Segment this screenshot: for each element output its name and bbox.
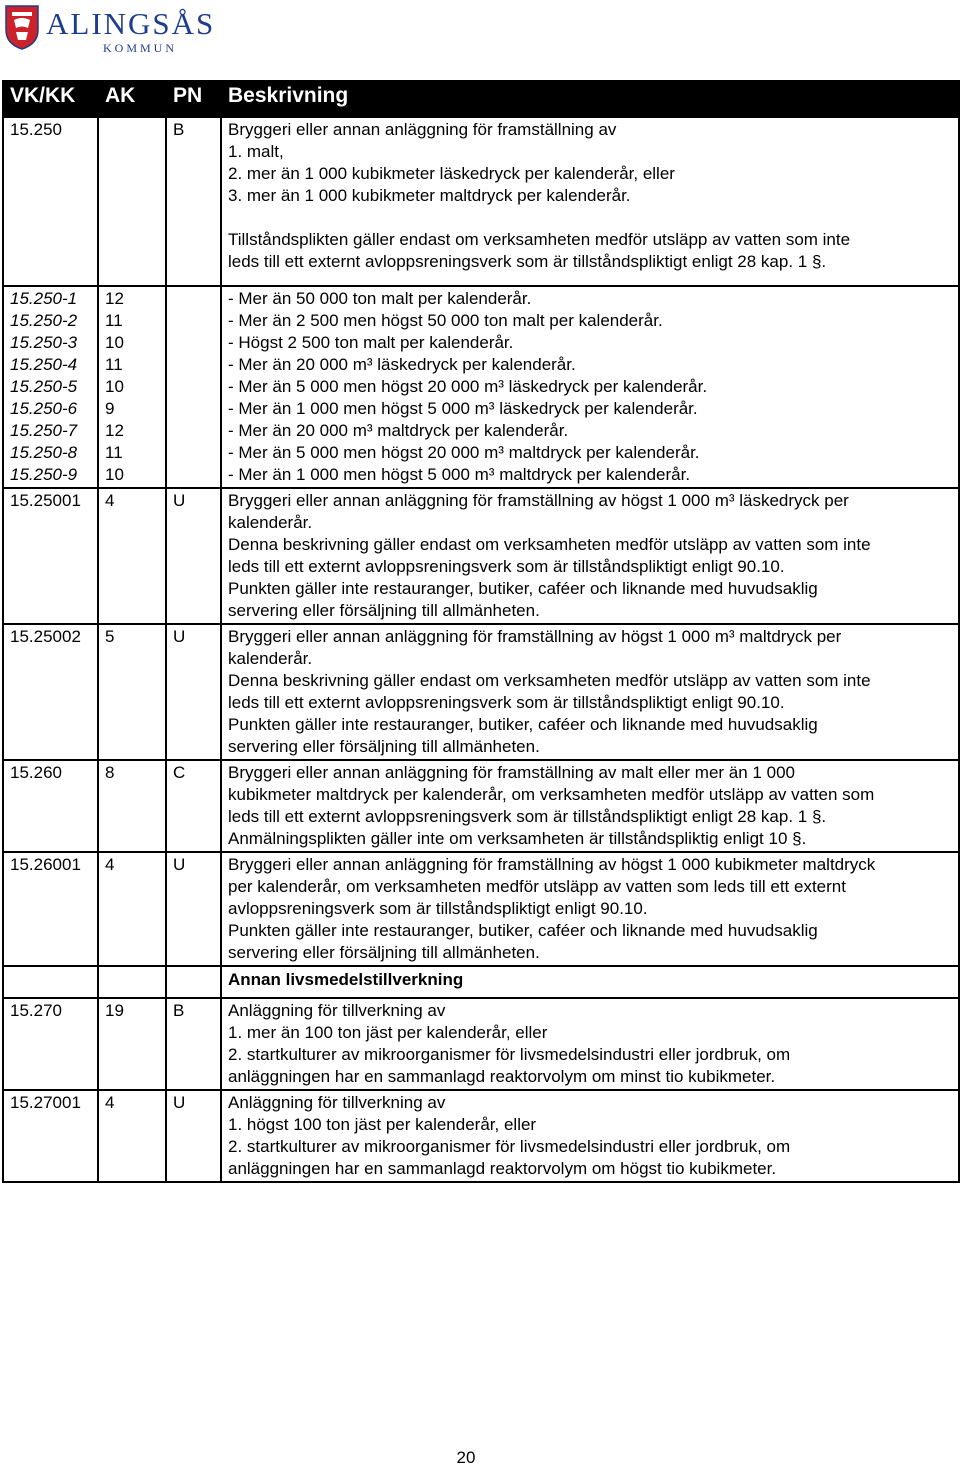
cell-description: Bryggeri eller annan anläggning för framställning av högst 1 000 m³ maltdryck per kalenderår. Denna beskrivning gäller endast om verksamheten medför utsläpp av vatten som inte leds till ett externt avloppsreningsverk som är tillståndspliktigt enligt 90.10. Punkten gäller inte restauranger, butiker, caféer och liknande med huvudsaklig servering eller försäljning till allmänheten. bbox=[221, 624, 959, 760]
page-number: 20 bbox=[456, 1448, 476, 1467]
table-row bbox=[3, 488, 959, 624]
table-header-row bbox=[3, 81, 959, 117]
table-row bbox=[3, 852, 959, 966]
cell-pn: U bbox=[166, 624, 221, 760]
table-row bbox=[3, 624, 959, 760]
alingsas-logo bbox=[4, 4, 244, 54]
cell-sub-pn bbox=[166, 286, 221, 488]
cell-ak bbox=[98, 117, 166, 286]
table-row bbox=[3, 760, 959, 852]
cell-ak: 4 bbox=[98, 1090, 166, 1182]
coat-of-arms-icon bbox=[4, 4, 40, 50]
cell-pn: U bbox=[166, 488, 221, 624]
header-ak: AK bbox=[98, 81, 166, 117]
cell-pn: B bbox=[166, 117, 221, 286]
cell-pn: U bbox=[166, 852, 221, 966]
logo-subtitle: KOMMUN bbox=[103, 41, 178, 55]
cell-description: Bryggeri eller annan anläggning för framställning av högst 1 000 m³ läskedryck per kalenderår. Denna beskrivning gäller endast om verksamheten medför utsläpp av vatten som inte leds till ett externt avloppsreningsverk som är tillståndspliktigt enligt 90.10. Punkten gäller inte restauranger, butiker, caféer och liknande med huvudsaklig servering eller försäljning till allmänheten. bbox=[221, 488, 959, 624]
cell-code: 15.25001 bbox=[3, 488, 98, 624]
table-row bbox=[3, 998, 959, 1090]
cell-pn: B bbox=[166, 998, 221, 1090]
logo-name: ALINGSÅS bbox=[46, 6, 216, 41]
cell-description: Anläggning för tillverkning av 1. högst 100 ton jäst per kalenderår, eller 2. startkulturer av mikroorganismer för livsmedelsindustri eller jordbruk, om anläggningen har en sammanlagd reaktorvolym om högst tio kubikmeter. bbox=[221, 1090, 959, 1182]
cell-ak: 4 bbox=[98, 488, 166, 624]
table-row-subcategories bbox=[3, 286, 959, 488]
cell-code: 15.250 bbox=[3, 117, 98, 286]
cell-subcodes: 15.250-1 15.250-2 15.250-3 15.250-4 15.250-5 15.250-6 15.250-7 15.250-8 15.250-9 bbox=[3, 286, 98, 488]
cell-pn: U bbox=[166, 1090, 221, 1182]
cell-ak: 19 bbox=[98, 998, 166, 1090]
cell-code: 15.25002 bbox=[3, 624, 98, 760]
cell-sub-ak: 12 11 10 11 10 9 12 11 10 bbox=[98, 286, 166, 488]
cell-description: Bryggeri eller annan anläggning för framställning av 1. malt, 2. mer än 1 000 kubikmeter läskedryck per kalenderår, eller 3. mer än 1 000 kubikmeter maltdryck per kalenderår. Tillståndsplikten gäller endast om verksamheten medför utsläpp av vatten som inte leds till ett externt avloppsreningsverk som är tillståndspliktigt enligt 28 kap. 1 §. bbox=[221, 117, 959, 286]
table-row bbox=[3, 117, 959, 286]
header-vk-kk: VK/KK bbox=[3, 81, 98, 117]
table-row-section bbox=[3, 966, 959, 998]
activity-table bbox=[2, 80, 960, 1183]
cell-description: Anläggning för tillverkning av 1. mer än 100 ton jäst per kalenderår, eller 2. startkulturer av mikroorganismer för livsmedelsindustri eller jordbruk, om anläggningen har en sammanlagd reaktorvolym om minst tio kubikmeter. bbox=[221, 998, 959, 1090]
cell-pn: C bbox=[166, 760, 221, 852]
cell-code: 15.26001 bbox=[3, 852, 98, 966]
header-pn: PN bbox=[166, 81, 221, 117]
section-heading: Annan livsmedelstillverkning bbox=[221, 966, 959, 998]
cell-ak: 4 bbox=[98, 852, 166, 966]
cell-code: 15.260 bbox=[3, 760, 98, 852]
cell-description: Bryggeri eller annan anläggning för framställning av högst 1 000 kubikmeter maltdryck per kalenderår, om verksamheten medför utsläpp av vatten som leds till ett externt avloppsreningsverk som är tillståndspliktigt enligt 90.10. Punkten gäller inte restauranger, butiker, caféer och liknande med huvudsaklig servering eller försäljning till allmänheten. bbox=[221, 852, 959, 966]
cell-ak: 8 bbox=[98, 760, 166, 852]
cell-code: 15.270 bbox=[3, 998, 98, 1090]
header-beskrivning: Beskrivning bbox=[221, 81, 959, 117]
cell-description: Bryggeri eller annan anläggning för framställning av malt eller mer än 1 000 kubikmeter maltdryck per kalenderår, om verksamheten medför utsläpp av vatten som leds till ett externt avloppsreningsverk som är tillståndspliktigt enligt 28 kap. 1 §. Anmälningsplikten gäller inte om verksamheten är tillståndspliktig enligt 10 §. bbox=[221, 760, 959, 852]
cell-code: 15.27001 bbox=[3, 1090, 98, 1182]
table-row bbox=[3, 1090, 959, 1182]
cell-ak: 5 bbox=[98, 624, 166, 760]
cell-sub-descriptions: - Mer än 50 000 ton malt per kalenderår. - Mer än 2 500 men högst 50 000 ton malt per kalenderår. - Högst 2 500 ton malt per kalenderår. - Mer än 20 000 m³ läskedryck per kalenderår. - Mer än 5 000 men högst 20 000 m³ läskedryck per kalenderår. - Mer än 1 000 men högst 5 000 m³ läskedryck per kalenderår. - Mer än 20 000 m³ maltdryck per kalenderår. - Mer än 5 000 men högst 20 000 m³ maltdryck per kalenderår. - Mer än 1 000 men högst 5 000 m³ maltdryck per kalenderår. bbox=[221, 286, 959, 488]
